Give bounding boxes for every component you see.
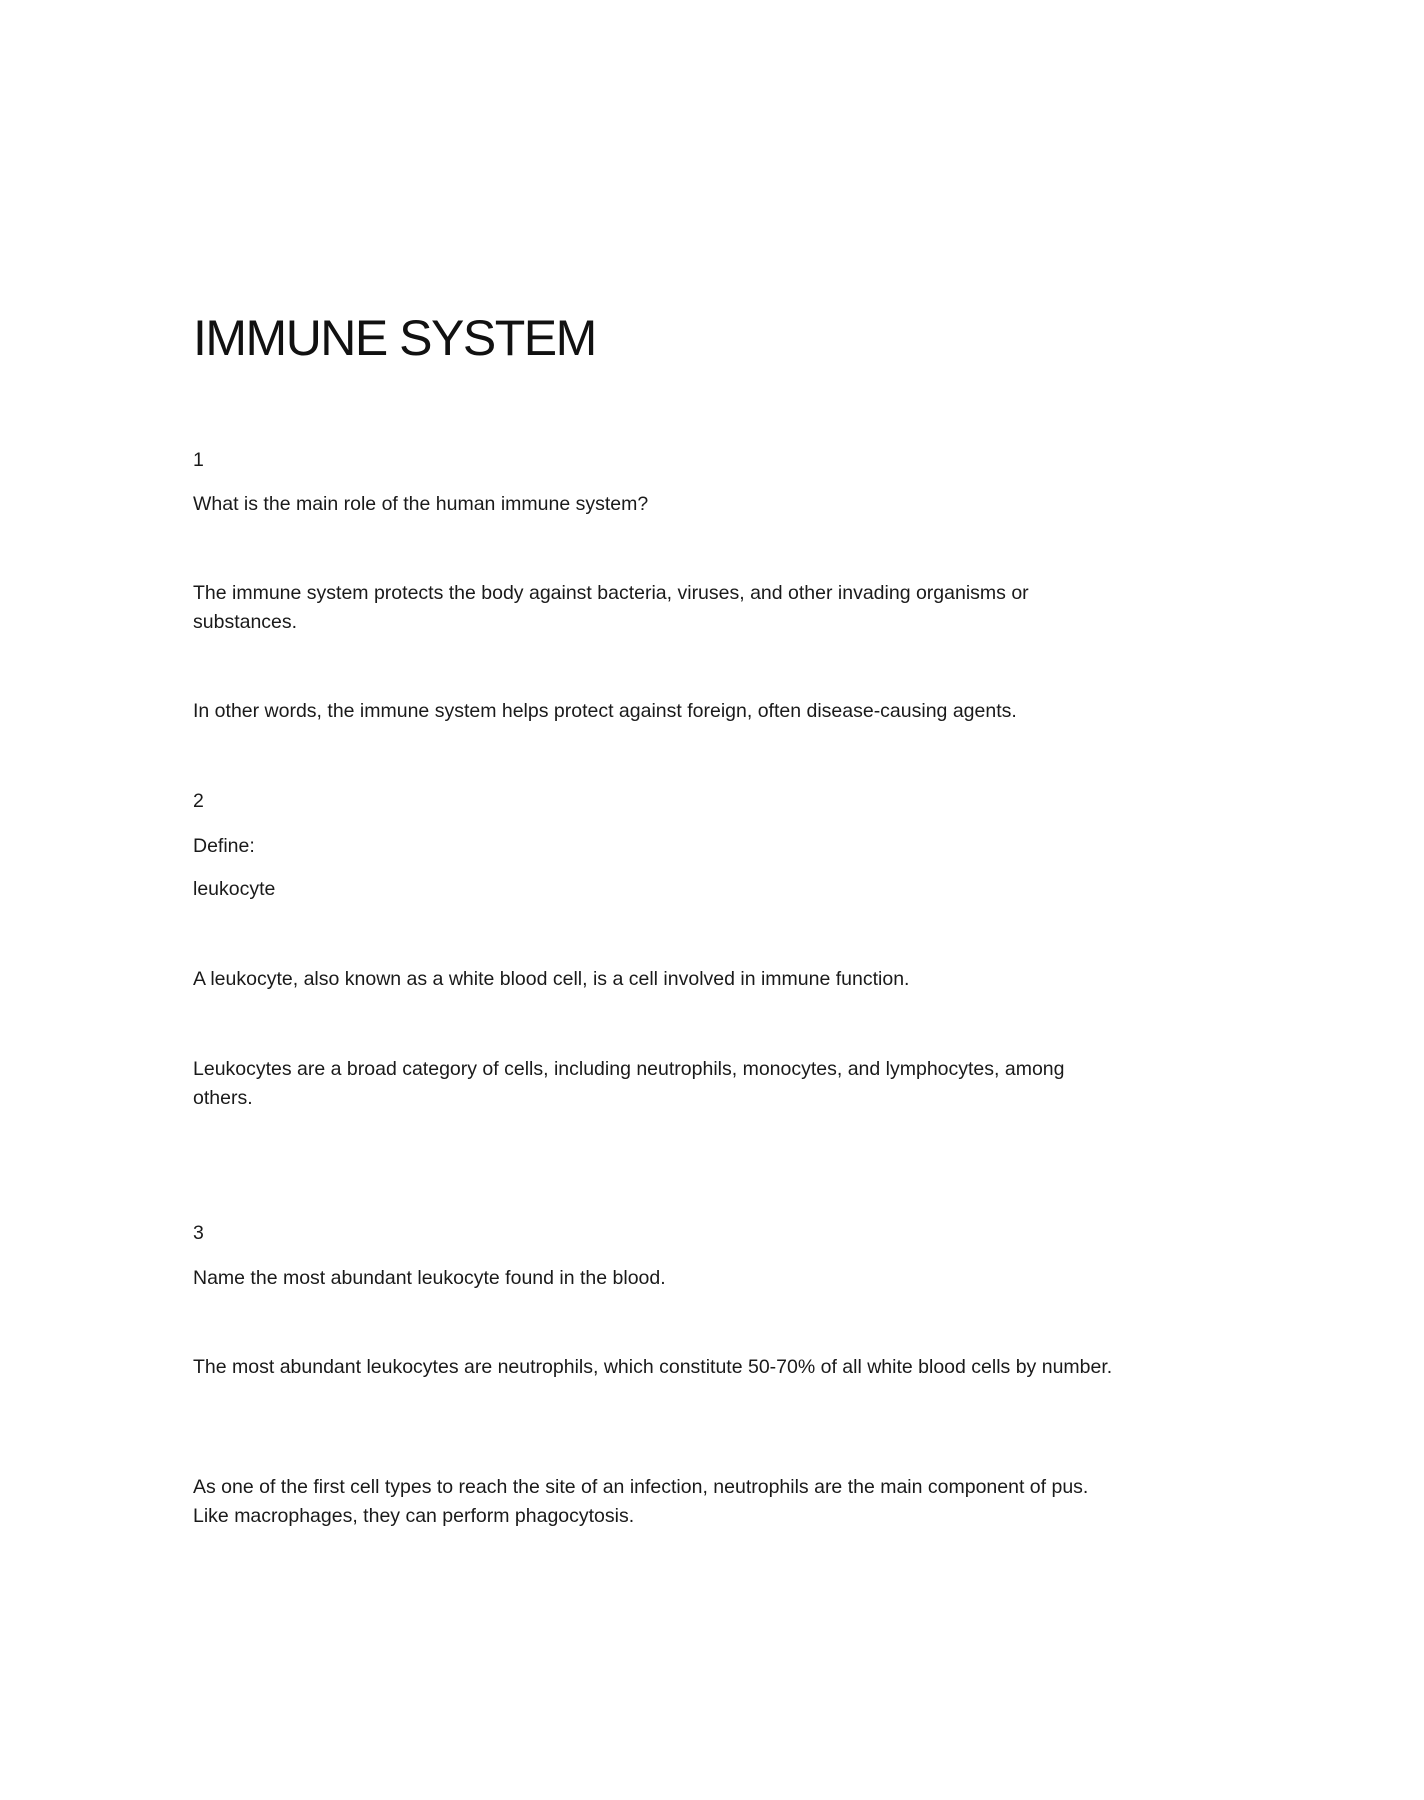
question-number-2: 2 <box>193 790 204 812</box>
answer-2-paragraph-1: A leukocyte, also known as a white blood cell, is a cell involved in immune function. <box>193 968 910 990</box>
question-number-1: 1 <box>193 449 204 471</box>
question-2-prompt: Define: <box>193 835 255 857</box>
answer-1-paragraph-1: The immune system protects the body against bacteria, viruses, and other invading organisms or substances. <box>193 582 1029 633</box>
answer-1-paragraph-2: In other words, the immune system helps protect against foreign, often disease-causing agents. <box>193 700 1017 722</box>
document-title: IMMUNE SYSTEM <box>193 310 596 366</box>
question-2-term: leukocyte <box>193 878 276 900</box>
question-1-text: What is the main role of the human immune system? <box>193 493 649 515</box>
answer-3-paragraph-1: The most abundant leukocytes are neutrophils, which constitute 50-70% of all white blood cells by number. <box>193 1356 1113 1378</box>
answer-2-paragraph-2: Leukocytes are a broad category of cells, including neutrophils, monocytes, and lymphocytes, among others. <box>193 1058 1065 1109</box>
question-3-text: Name the most abundant leukocyte found in the blood. <box>193 1267 666 1289</box>
answer-3-paragraph-2: As one of the first cell types to reach the site of an infection, neutrophils are the main component of pus. Like macrophages, they can perform phagocytosis. <box>193 1476 1089 1527</box>
question-number-3: 3 <box>193 1222 204 1244</box>
